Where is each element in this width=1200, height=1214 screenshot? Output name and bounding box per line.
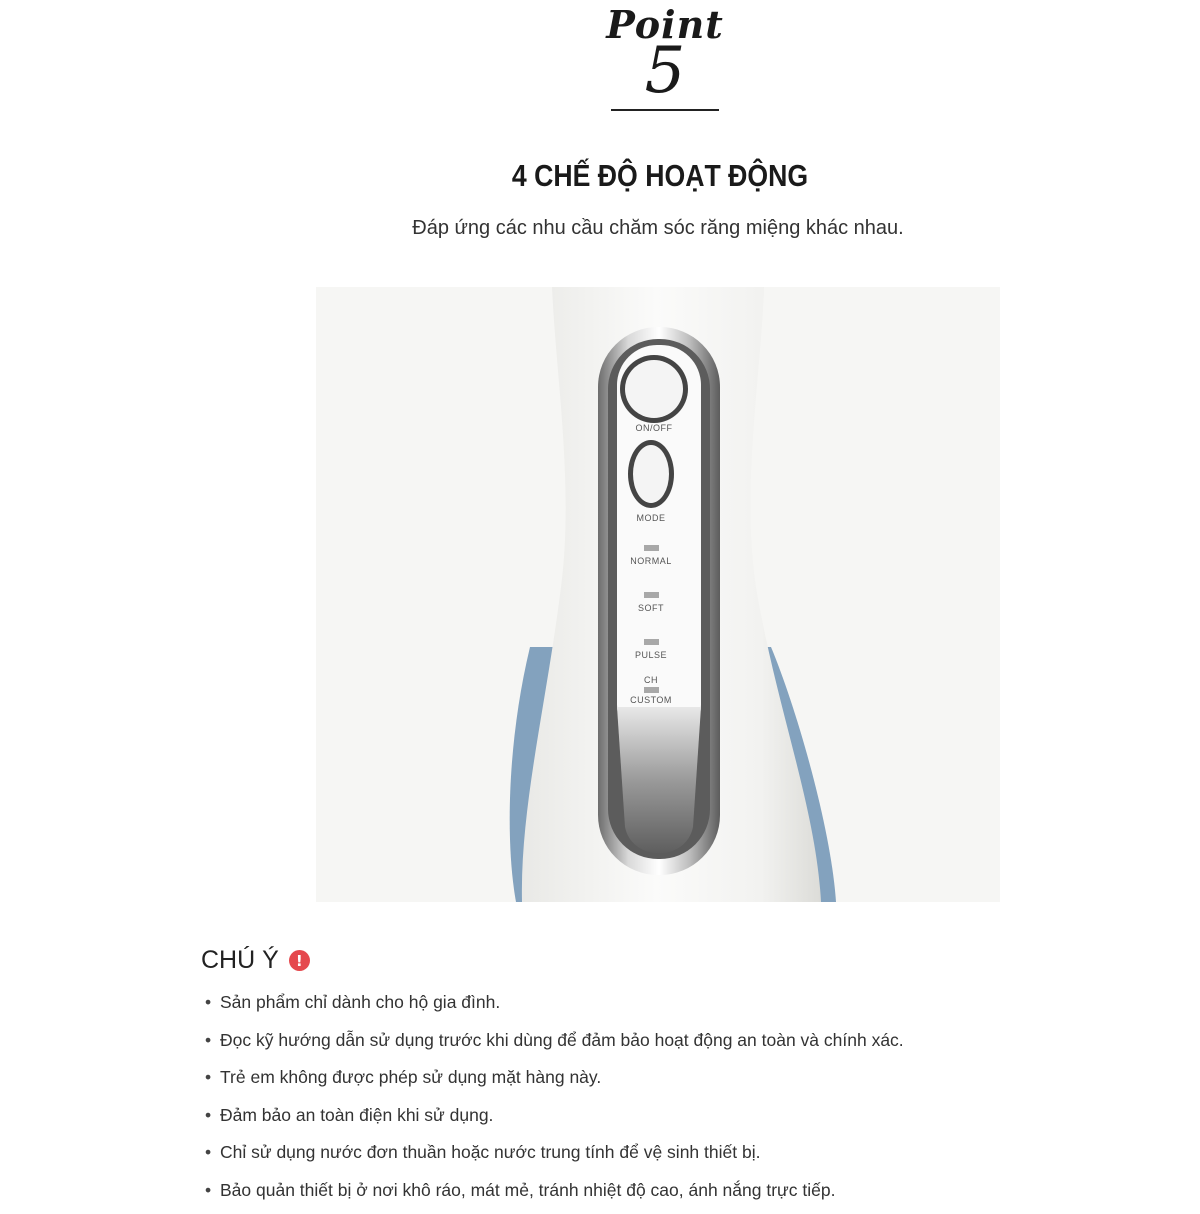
list-item: • Trẻ em không được phép sử dụng mặt hàng này. — [205, 1067, 602, 1088]
notes-title-text: CHÚ Ý — [201, 946, 279, 974]
power-label: ON/OFF — [635, 423, 673, 433]
mode-normal: NORMAL — [630, 556, 672, 566]
custom-prefix: CH — [644, 675, 658, 685]
product-photo — [316, 287, 1000, 902]
point-word: Point — [606, 2, 724, 47]
list-item: • Đảm bảo an toàn điện khi sử dụng. — [205, 1104, 494, 1125]
list-item: • Đọc kỹ hướng dẫn sử dụng trước khi dùng để đảm bảo hoạt động an toàn và chính xác. — [205, 1029, 904, 1050]
list-item: • Chỉ sử dụng nước đơn thuần hoặc nước trung tính để vệ sinh thiết bị. — [205, 1142, 761, 1163]
normal-indicator — [644, 545, 659, 551]
headline: 4 CHẾ ĐỘ HOẠT ĐỘNG — [511, 158, 809, 193]
list-item: • Sản phẩm chỉ dành cho hộ gia đình. — [205, 992, 501, 1012]
pulse-indicator — [644, 639, 659, 645]
list-item: • Bảo quản thiết bị ở nơi khô ráo, mát mẻ, tránh nhiệt độ cao, ánh nắng trực tiếp. — [205, 1179, 836, 1200]
soft-indicator — [644, 592, 659, 598]
mode-label: MODE — [636, 513, 666, 523]
subheadline: Đáp ứng các nhu cầu chăm sóc răng miệng khác nhau. — [412, 217, 904, 239]
warning-icon: ! — [289, 950, 310, 971]
mode-pulse: PULSE — [634, 650, 668, 660]
point-underline — [611, 109, 719, 111]
notes-list — [205, 988, 904, 1214]
mode-soft: SOFT — [638, 603, 664, 613]
custom-indicator — [644, 687, 659, 693]
mode-custom: CUSTOM — [630, 695, 672, 705]
notes-title — [201, 946, 310, 975]
point-number: 5 — [644, 34, 686, 108]
